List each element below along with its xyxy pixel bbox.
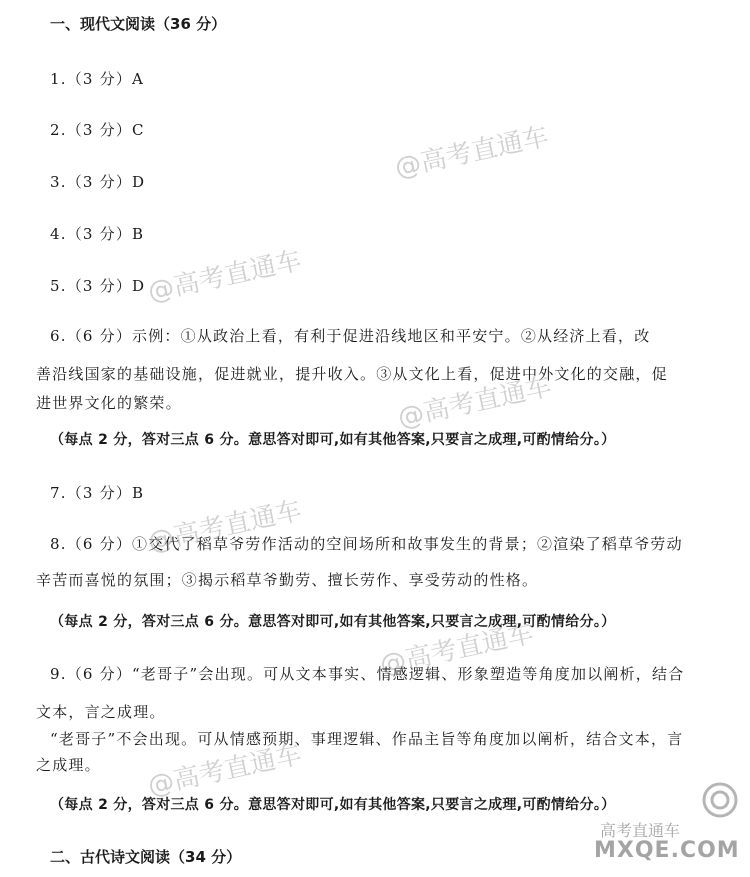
answer-q9-line-1: 9.（6 分）“老哥子”会出现。可从文本事实、情感逻辑、形象塑造等角度加以阐析，结合 bbox=[50, 665, 685, 683]
corner-logo-name: 高考直通车 bbox=[600, 821, 681, 840]
watermark: @高考直通车 bbox=[392, 121, 552, 184]
answer-q4: 4.（3 分）B bbox=[50, 225, 145, 243]
answer-q9-line-2: 文本，言之成理。 bbox=[36, 703, 166, 721]
section-2-title: 二、古代诗文阅读（34 分） bbox=[50, 848, 242, 866]
watermark: @高考直通车 bbox=[145, 245, 305, 308]
answer-q6-line-1: 6.（6 分）示例：①从政治上看，有利于促进沿线地区和平安宁。②从经济上看，改 bbox=[50, 327, 651, 345]
answer-q9-line-3: “老哥子”不会出现。可从情感预期、事理逻辑、作品主旨等角度加以阐析，结合文本，言 bbox=[50, 730, 684, 748]
watermark: @高考直通车 bbox=[145, 739, 305, 802]
answer-q8-line-1: 8.（6 分）①交代了稻草爷劳作活动的空间场所和故事发生的背景；②渲染了稻草爷劳动 bbox=[50, 535, 683, 553]
section-1-title: 一、现代文阅读（36 分） bbox=[50, 15, 227, 33]
answer-q7: 7.（3 分）B bbox=[50, 484, 145, 502]
answer-q2: 2.（3 分）C bbox=[50, 121, 145, 139]
scoring-note-q8: （每点 2 分，答对三点 6 分。意思答对即可,如有其他答案,只要言之成理,可酌情给分。） bbox=[50, 614, 616, 630]
answer-q9-line-4: 之成理。 bbox=[36, 756, 101, 774]
watermark: @高考直通车 bbox=[377, 618, 537, 681]
answer-q6-line-3: 进世界文化的繁荣。 bbox=[36, 394, 182, 412]
answer-q8-line-2: 辛苦而喜悦的氛围；③揭示稻草爷勤劳、擅长劳作、享受劳动的性格。 bbox=[36, 571, 539, 589]
answer-q3: 3.（3 分）D bbox=[50, 173, 146, 191]
corner-logo-domain: MXQE.COM bbox=[594, 838, 740, 863]
scoring-note-q6: （每点 2 分，答对三点 6 分。意思答对即可,如有其他答案,只要言之成理,可酌情给分。） bbox=[50, 432, 616, 448]
watermark: @高考直通车 bbox=[395, 371, 555, 434]
answer-q5: 5.（3 分）D bbox=[50, 277, 146, 295]
watermark: @高考直通车 bbox=[145, 495, 305, 558]
answer-q1: 1.（3 分）A bbox=[50, 70, 145, 88]
scoring-note-q9: （每点 2 分，答对三点 6 分。意思答对即可,如有其他答案,只要言之成理,可酌情给分。） bbox=[50, 797, 616, 813]
answer-q6-line-2: 善沿线国家的基础设施，促进就业，提升收入。③从文化上看，促进中外文化的交融，促 bbox=[36, 365, 668, 383]
